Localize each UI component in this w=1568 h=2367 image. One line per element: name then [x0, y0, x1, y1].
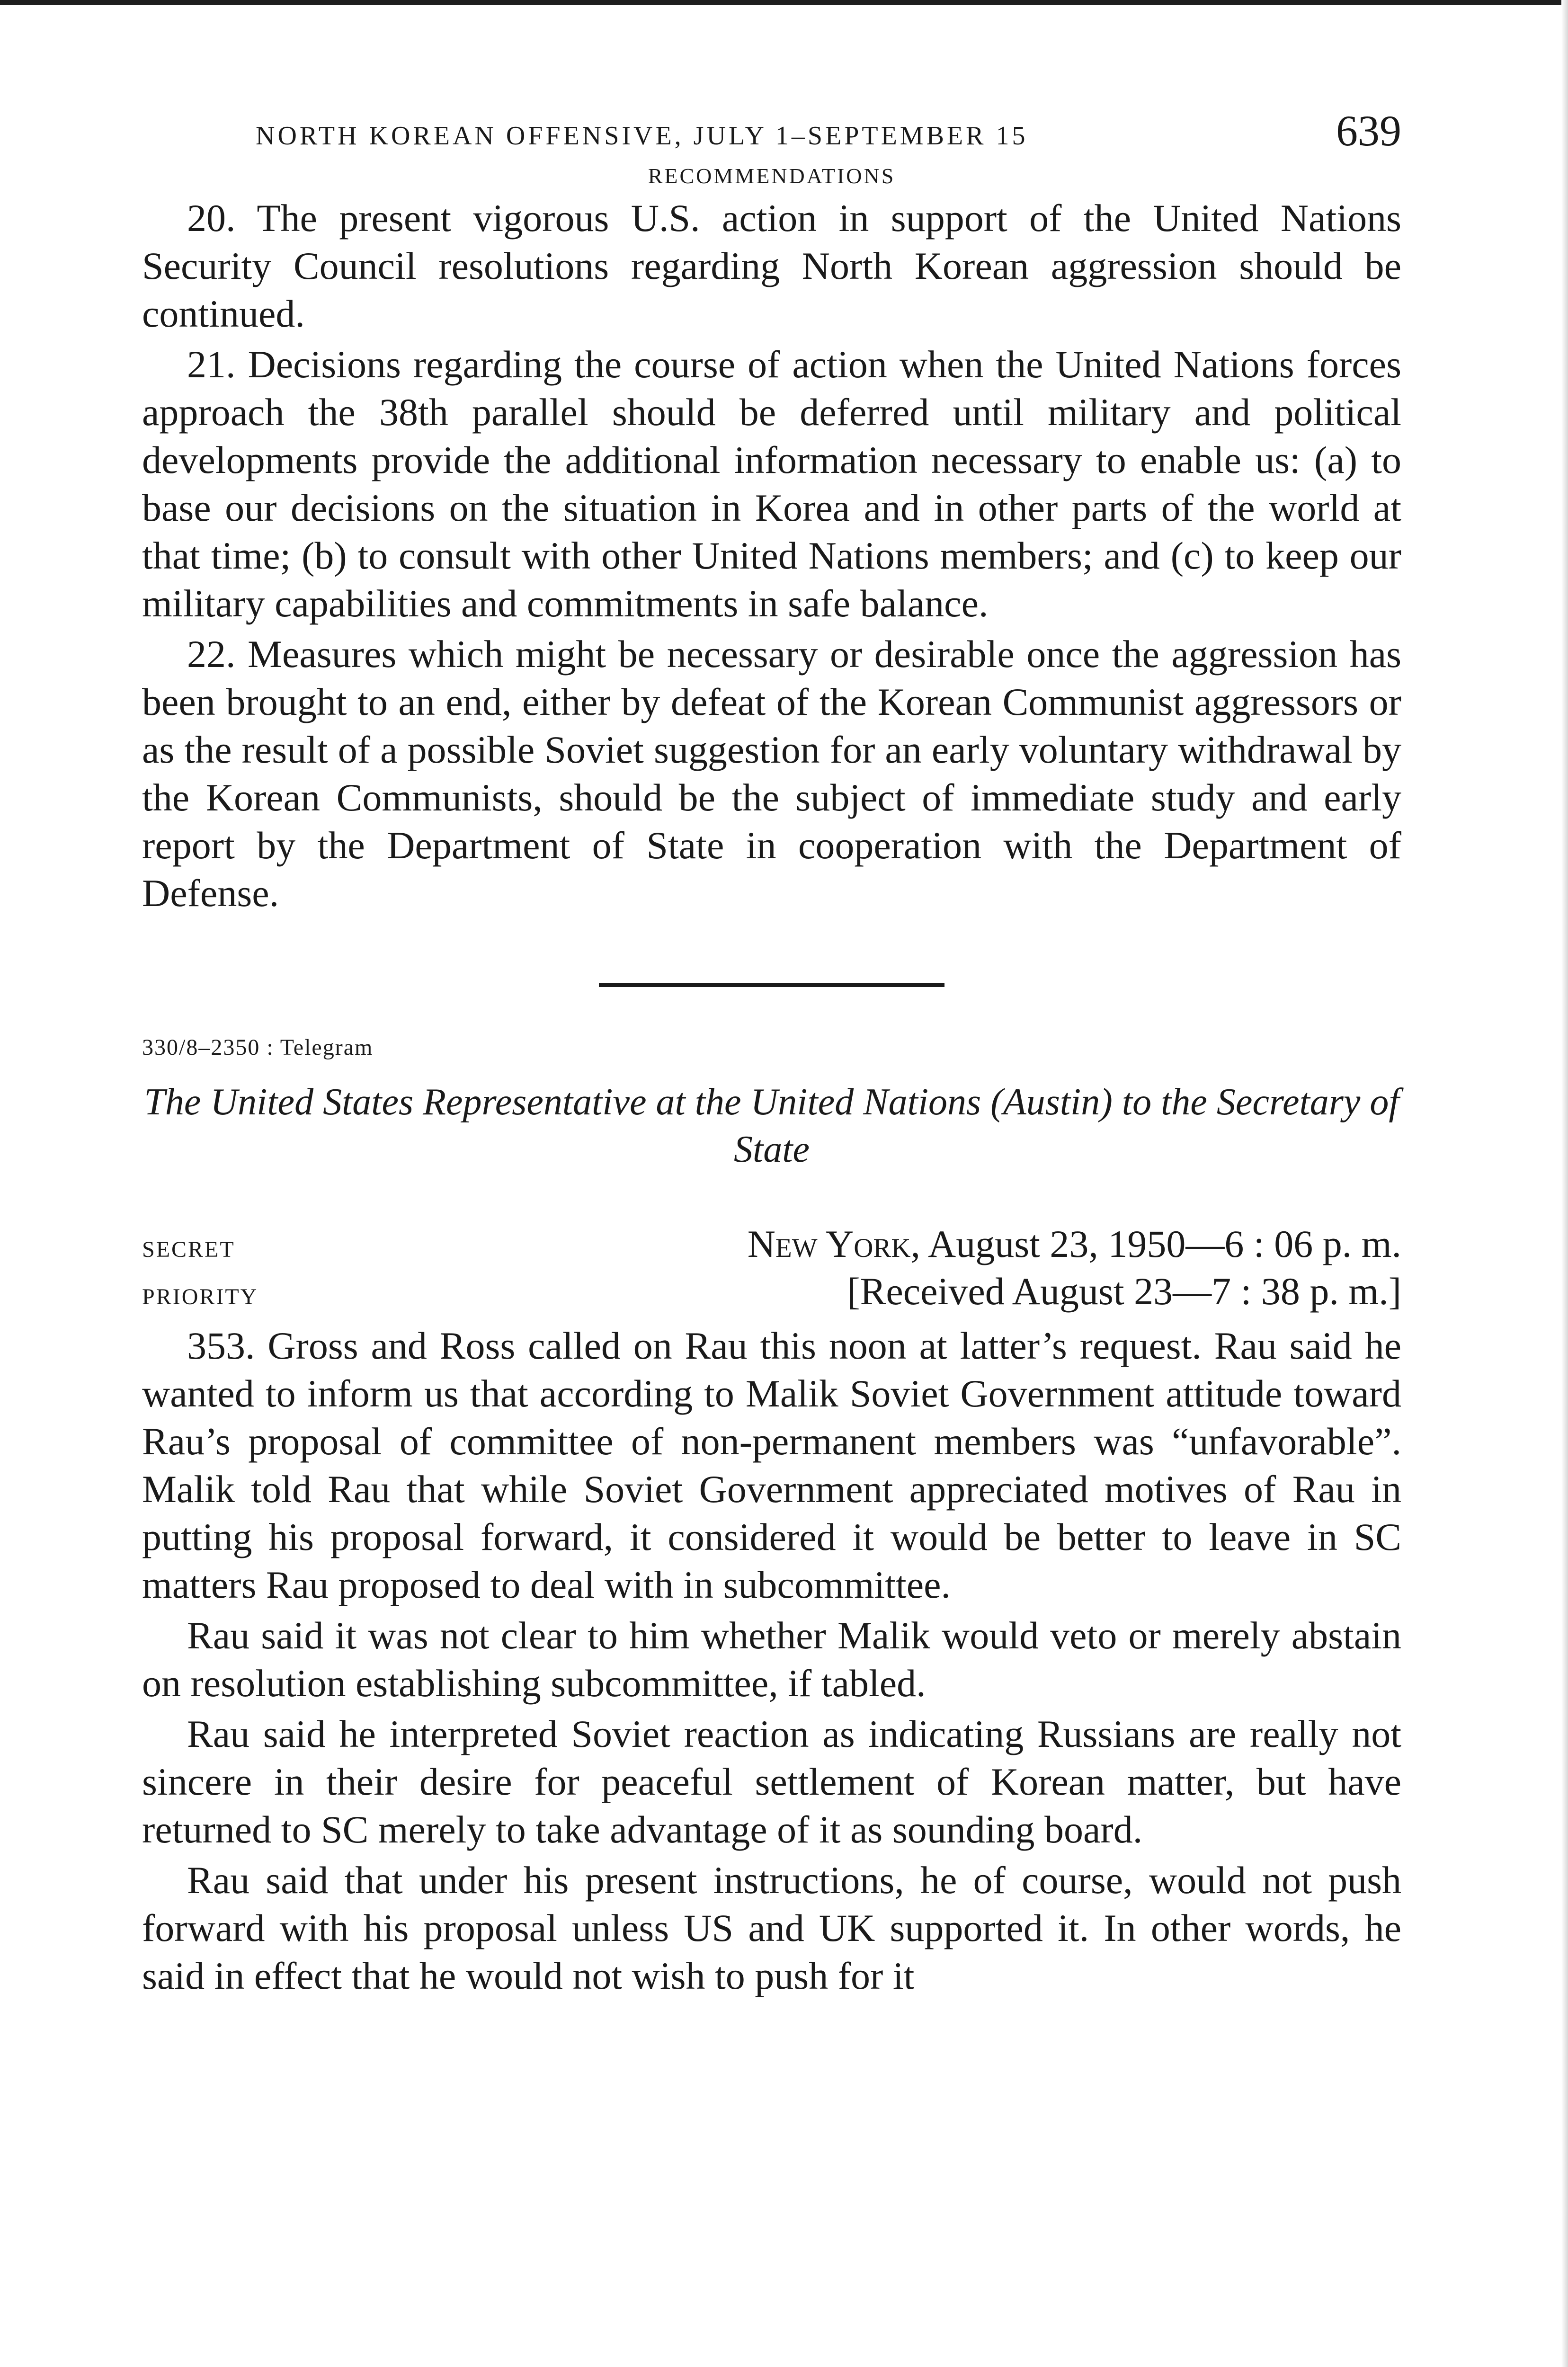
running-title: NORTH KOREAN OFFENSIVE, JULY 1–SEPTEMBER 15: [256, 121, 1028, 151]
telegram-paragraph-soviet-reaction: Rau said he interpreted Soviet reaction as indicating Russians are really not sincere in their desire for peaceful settlement of Korean matter, but have returned to SC merely to take advantage of it as sounding board.: [142, 1712, 1401, 1851]
recommendation-paragraph-20: 20. The present vigorous U.S. action in support of the United Nations Security Council resolutions regarding North Korean aggression should be continued.: [142, 196, 1401, 335]
telegram-message: [142, 1322, 1401, 2000]
telegram-paragraph-instructions: Rau said that under his present instructions, he of course, would not push forward with his proposal unless US and UK supported it. In other words, he said in effect that he would not wish to push for it: [142, 1859, 1401, 1997]
page-number: 639: [1336, 107, 1401, 155]
dateline-place: New York: [747, 1222, 911, 1265]
telegram-header-row-2: [142, 1268, 1401, 1315]
dateline-sent-time: , August 23, 1950—6 : 06 p. m.: [910, 1222, 1401, 1265]
recommendation-paragraph-22: 22. Measures which might be necessary or desirable once the aggression has been brought to an end, either by defeat of the Korean Communist aggressors or as the result of a possible Soviet suggestion for an early voluntary withdrawal by the Korean Communists, should be the subject of immediate study and early report by the Department of State in cooperation with the Department of Defense.: [142, 632, 1401, 915]
telegram-paragraph-353: 353. Gross and Ross called on Rau this noon at latter’s request. Rau said he wanted to inform us that according to Malik Soviet Government attitude toward Rau’s proposal of committee of non-permanent members was “unfavorable”. Malik told Rau that while Soviet Government appreciated motives of Rau in putting his proposal forward, it considered it would be better to leave in SC matters Rau proposed to deal with in subcommittee.: [142, 1324, 1401, 1606]
page-content: [142, 97, 1401, 2002]
file-reference: 330/8–2350 : Telegram: [142, 1035, 374, 1060]
telegram-paragraph-veto: Rau said it was not clear to him whether Malik would veto or merely abstain on resolution establishing subcommittee, if tabled.: [142, 1614, 1401, 1705]
precedence-label: PRIORITY: [142, 1284, 258, 1309]
dateline-received: [Received August 23—7 : 38 p. m.]: [847, 1270, 1401, 1313]
recommendations-heading: RECOMMENDATIONS: [648, 164, 896, 188]
document-title: The United States Representative at the United Nations (Austin) to the Secretary of State: [144, 1081, 1399, 1170]
classification-label: SECRET: [142, 1237, 235, 1262]
recommendation-paragraph-21: 21. Decisions regarding the course of action when the United Nations forces approach the 38th parallel should be deferred until military and political developments provide the additional information necessary to enable us: (a) to base our decisions on the situation in Korea and in other parts of the world at that time; (b) to consult with other United Nations members; and (c) to keep our military capabilities and commitments in safe balance.: [142, 343, 1401, 625]
telegram-header-row-1: [142, 1220, 1401, 1268]
running-head: [142, 97, 1401, 159]
top-scan-border: [0, 0, 1568, 5]
dateline-sent: [748, 1220, 1401, 1268]
page-edge-shadow: [1561, 0, 1568, 2367]
section-divider: [599, 983, 944, 987]
